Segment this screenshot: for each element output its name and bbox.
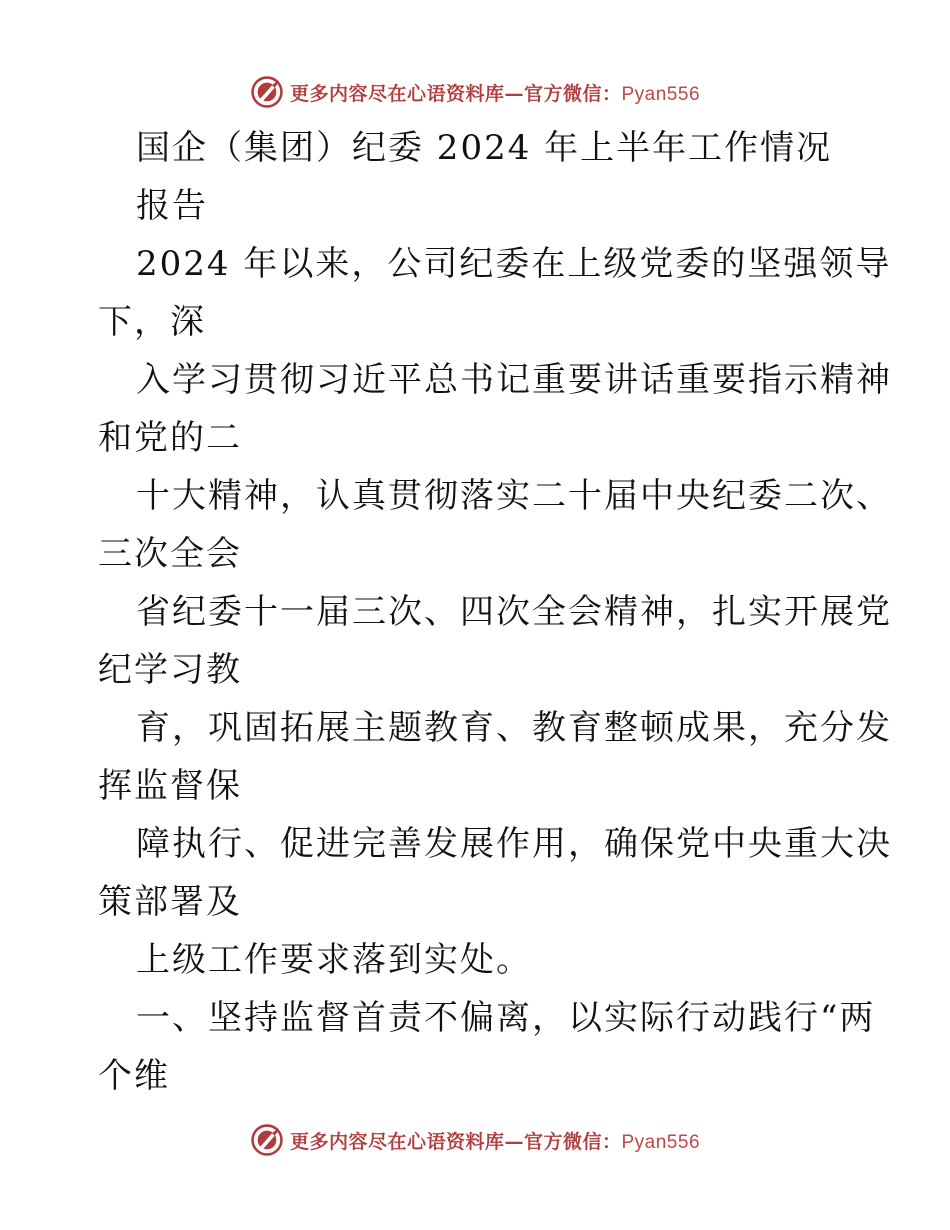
paragraph-line: 策部署及 bbox=[98, 882, 242, 922]
section-heading-line: 个维 bbox=[98, 1056, 170, 1096]
footer-banner-text: 更多内容尽在心语资料库—官方微信： bbox=[289, 1130, 622, 1153]
paragraph-line: 纪学习教 bbox=[98, 650, 242, 690]
paragraph-line: 2024 年以来，公司纪委在上级党委的坚强领导 bbox=[136, 244, 892, 284]
footer-banner bbox=[0, 1120, 950, 1160]
pen-nib-logo-icon bbox=[250, 1123, 284, 1157]
paragraph-line: 育，巩固拓展主题教育、教育整顿成果，充分发 bbox=[136, 708, 892, 748]
paragraph-line: 入学习贯彻习近平总书记重要讲话重要指示精神 bbox=[136, 360, 892, 400]
header-banner-text: 更多内容尽在心语资料库—官方微信： bbox=[289, 82, 622, 105]
paragraph-line: 障执行、促进完善发展作用，确保党中央重大决 bbox=[136, 824, 892, 864]
header-banner bbox=[0, 72, 950, 112]
footer-wechat-id: Pyan556 bbox=[621, 1131, 701, 1153]
paragraph-line: 十大精神，认真贯彻落实二十届中央纪委二次、 bbox=[136, 476, 892, 516]
title-line-2: 报告 bbox=[136, 186, 208, 226]
header-wechat-id: Pyan556 bbox=[621, 83, 701, 105]
title-line-1: 国企（集团）纪委 2024 年上半年工作情况 bbox=[136, 128, 833, 168]
paragraph-line: 三次全会 bbox=[98, 534, 242, 574]
pen-nib-logo-icon bbox=[250, 75, 284, 109]
paragraph-line: 下，深 bbox=[98, 302, 206, 342]
paragraph-line: 挥监督保 bbox=[98, 766, 242, 806]
paragraph-line: 和党的二 bbox=[98, 418, 242, 458]
paragraph-line: 省纪委十一届三次、四次全会精神，扎实开展党 bbox=[136, 592, 892, 632]
section-heading-line: 一、坚持监督首责不偏离，以实际行动践行“两 bbox=[136, 998, 876, 1038]
paragraph-line: 上级工作要求落到实处。 bbox=[136, 940, 532, 980]
